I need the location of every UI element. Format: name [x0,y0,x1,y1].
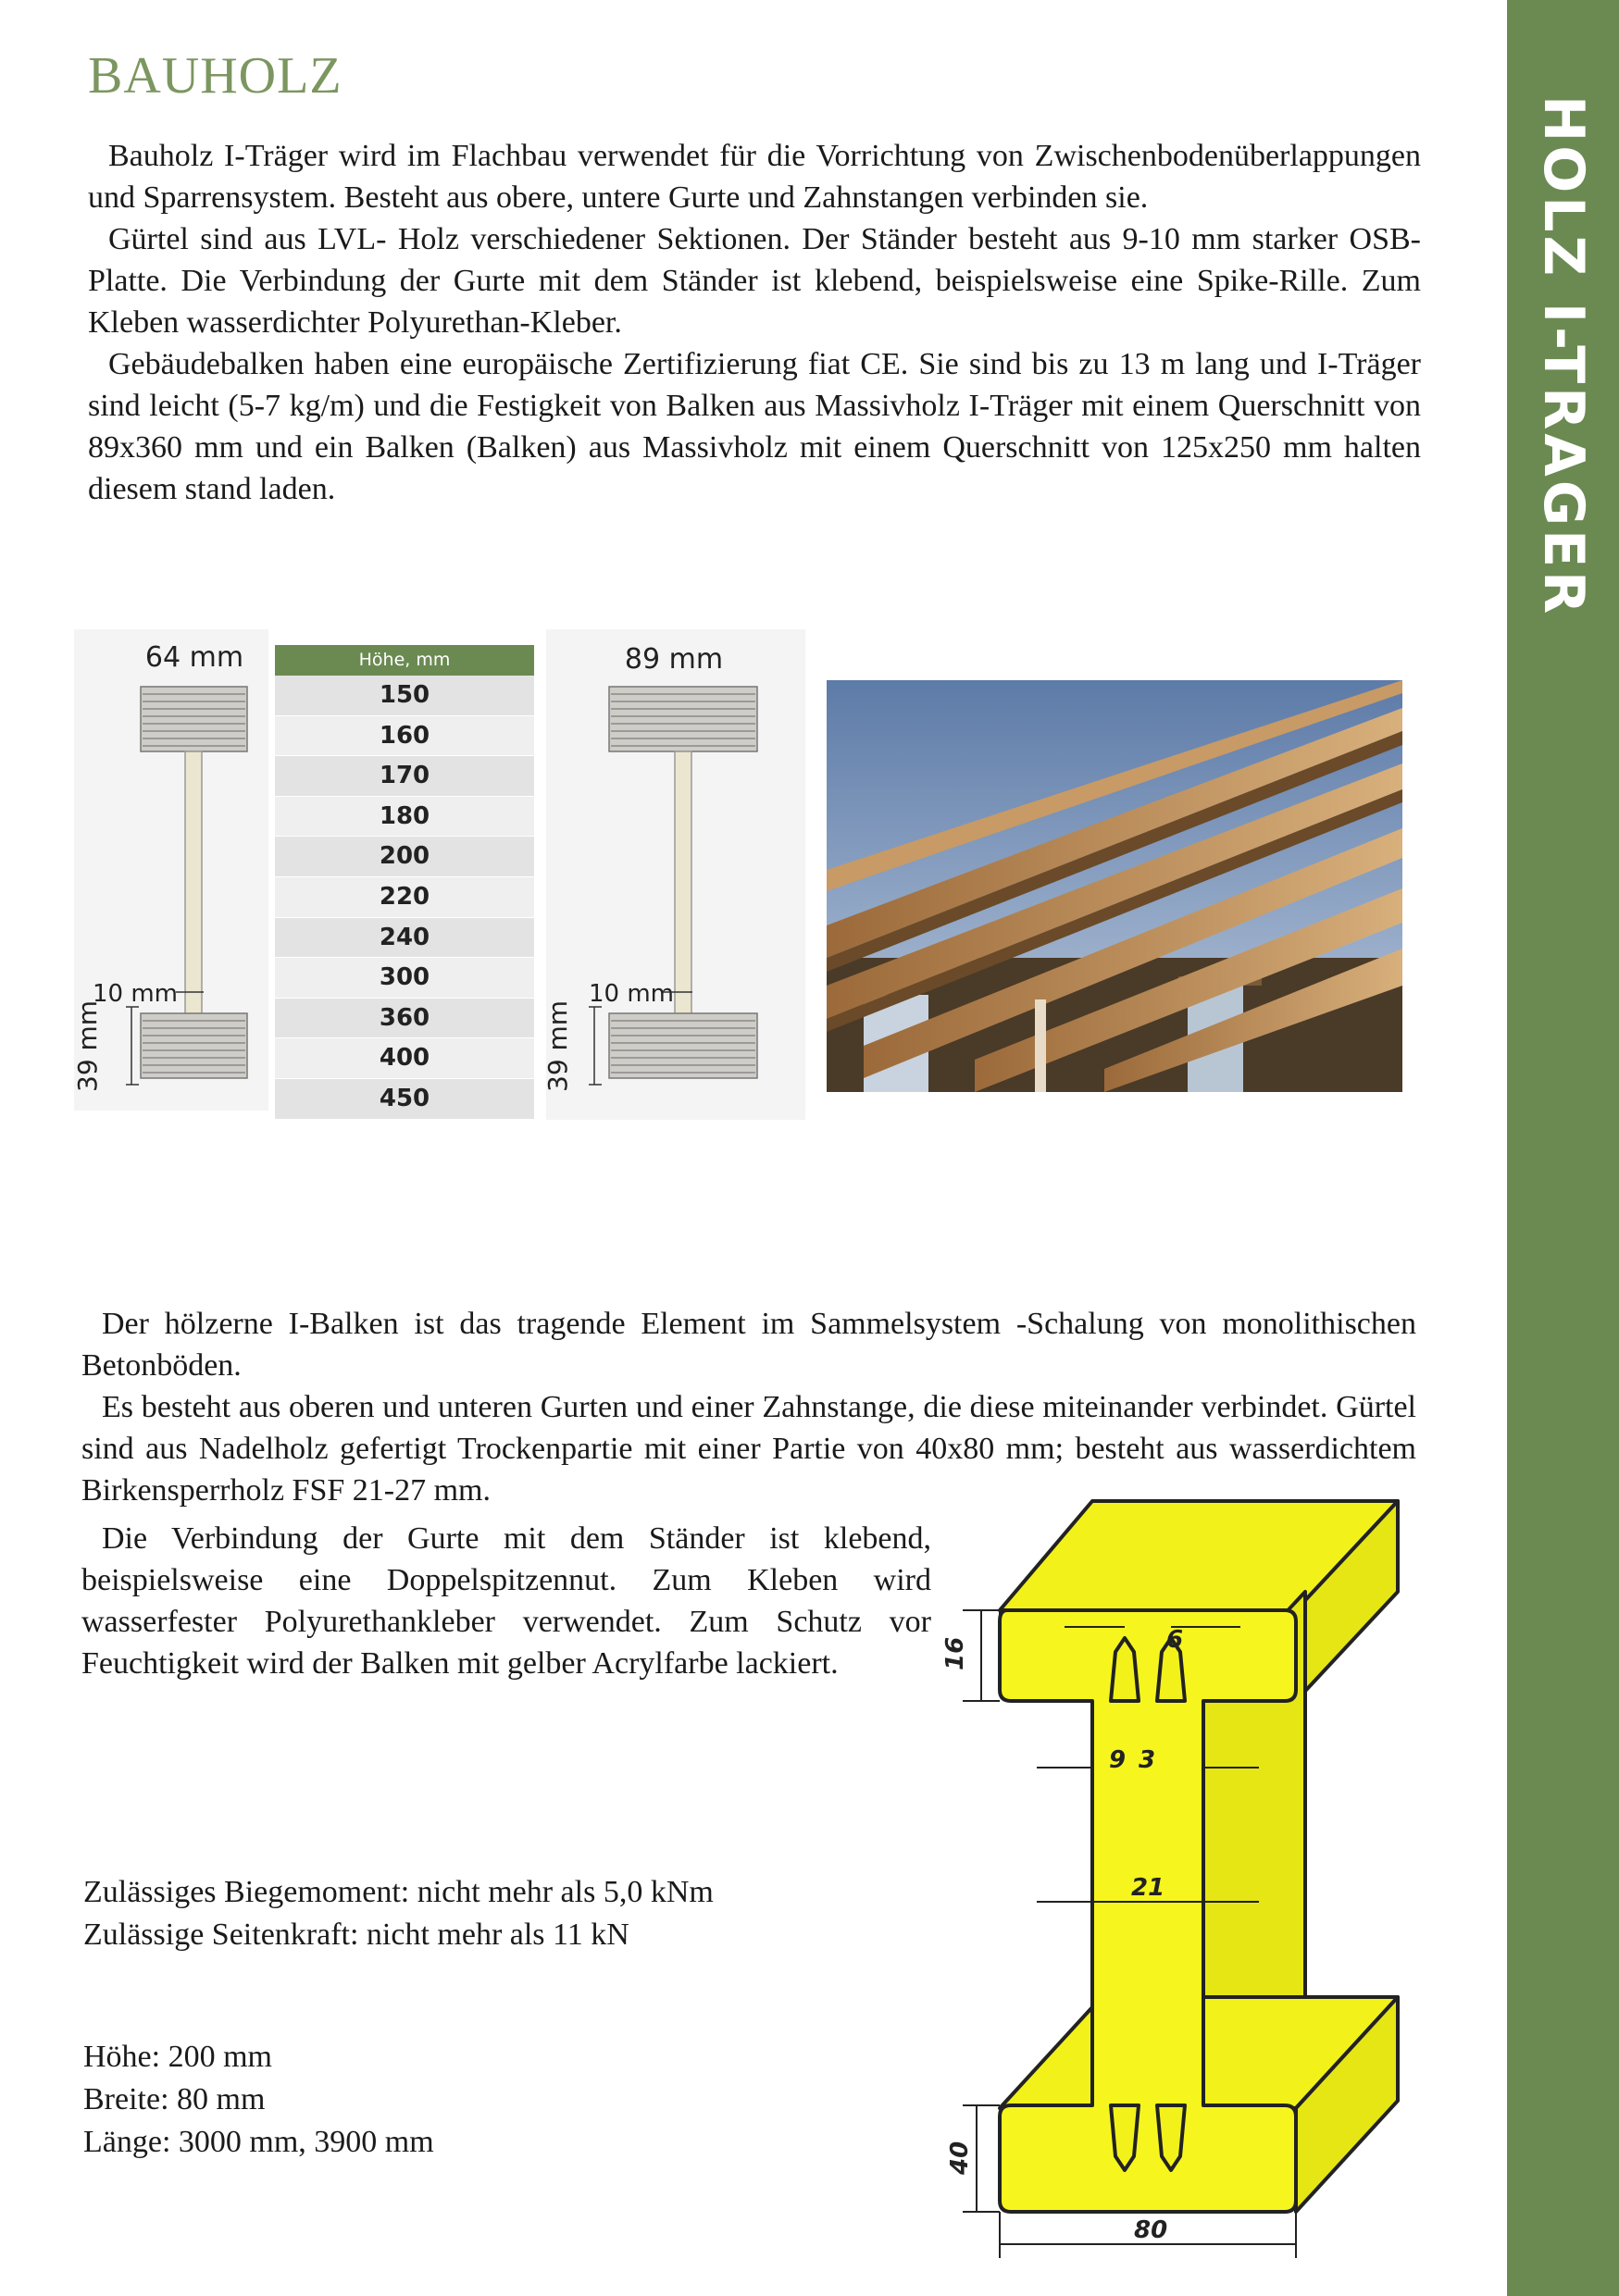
flange-height-label: 39 mm [72,999,103,1092]
width-spec: Breite: 80 mm [83,2082,266,2116]
height-table [275,645,534,1120]
table-row: 360 [275,999,534,1039]
load-specs [83,1871,714,1956]
table-row: 200 [275,837,534,877]
yellow-i-beam-diagram [926,1490,1444,2258]
table-row: 240 [275,918,534,959]
bottom-flange [609,1013,757,1078]
beam-width-label: 89 mm [624,643,724,676]
table-row: 300 [275,958,534,999]
intro-paragraph-2: Gürtel sind aus LVL- Holz verschiedener Sektionen. Der Ständer besteht aus 9-10 mm starker OSB-Platte. Die Verbindung der Gurte mit dem Ständer ist klebend, beispielsweise eine Spike-Rille. Zum Kleben wasserdichter Polyurethan-Kleber. [88,222,1421,340]
web-dimension: 21 [1131,1874,1165,1902]
flange-depth-dimension: 16 [941,1636,969,1670]
construction-photo [827,680,1402,1092]
table-row: 160 [275,716,534,757]
table-row: 450 [275,1079,534,1120]
beam-width-label: 64 mm [144,641,244,674]
i-beam-89-drawing [537,629,805,1120]
web-plate [675,751,691,1029]
section2-paragraph-1: Der hölzerne I-Balken ist das tragende Element im Sammelsystem -Schalung von monolithischen Betonböden. [81,1307,1416,1383]
table-row: 400 [275,1038,534,1079]
length-spec: Länge: 3000 mm, 3900 mm [83,2125,434,2159]
spike-dimension-a: 9 [1109,1746,1127,1774]
web-thickness-label: 10 mm [93,980,179,1008]
section2-paragraph-2: Es besteht aus oberen und unteren Gurten und einer Zahnstange, die diese miteinander verbindet. Gürtel sind aus Nadelholz gefertigt Trockenpartie mit einer Partie von 40x80 mm; besteht aus wasserdichtem Birkensperrholz FSF 21-27 mm. [81,1390,1416,1508]
spike-dimension-b: 3 [1139,1746,1156,1774]
table-row: 180 [275,797,534,838]
groove-dimension: 6 [1166,1626,1184,1654]
bottom-flange [141,1013,247,1078]
flange-width-dimension: 80 [1134,2216,1168,2244]
web-plate [185,751,202,1029]
lateral-force: Zulässige Seitenkraft: nicht mehr als 11 kN [83,1917,629,1952]
flange-height-label: 39 mm [542,999,573,1092]
bending-moment: Zulässiges Biegemoment: nicht mehr als 5,0 kNm [83,1875,714,1909]
page-title: BAUHOLZ [88,47,342,105]
table-row: 150 [275,676,534,716]
web-thickness-label: 10 mm [589,980,675,1008]
i-beam-64-drawing [65,629,278,1111]
table-row: 170 [275,756,534,797]
height-spec: Höhe: 200 mm [83,2040,272,2074]
intro-text [88,135,1421,510]
sidebar-title: HOLZ I-TRAGER [1531,95,1596,618]
section2-paragraph-3: Die Verbindung der Gurte mit dem Ständer ist klebend, beispielsweise eine Doppelspitzennut. Zum Kleben wird wasserfester Polyurethankleber verwendet. Zum Schutz vor Feuchtigkeit wird der Balken mit gelber Acrylfarbe lackiert. [81,1521,931,1681]
dimension-specs [83,2036,434,2164]
top-flange [141,687,247,751]
top-flange [609,687,757,751]
table-row: 220 [275,877,534,918]
section2-text [81,1303,1416,1511]
intro-paragraph-1: Bauholz I-Träger wird im Flachbau verwendet für die Vorrichtung von Zwischenbodenüberlappungen und Sparrensystem. Besteht aus obere, untere Gurte und Zahnstangen verbinden sie. [88,139,1421,215]
flange-height-dimension: 40 [946,2141,974,2175]
intro-paragraph-3: Gebäudebalken haben eine europäische Zertifizierung fiat CE. Sie sind bis zu 13 m lang und I-Träger sind leicht (5-7 kg/m) und die Festigkeit von Balken aus Massivholz I-Träger mit einem Querschnitt von 89x360 mm und ein Balken (Balken) aus Massivholz mit einem Querschnitt von 125x250 mm halten diesem stand laden. [88,347,1421,506]
height-table-header: Höhe, mm [275,645,534,676]
